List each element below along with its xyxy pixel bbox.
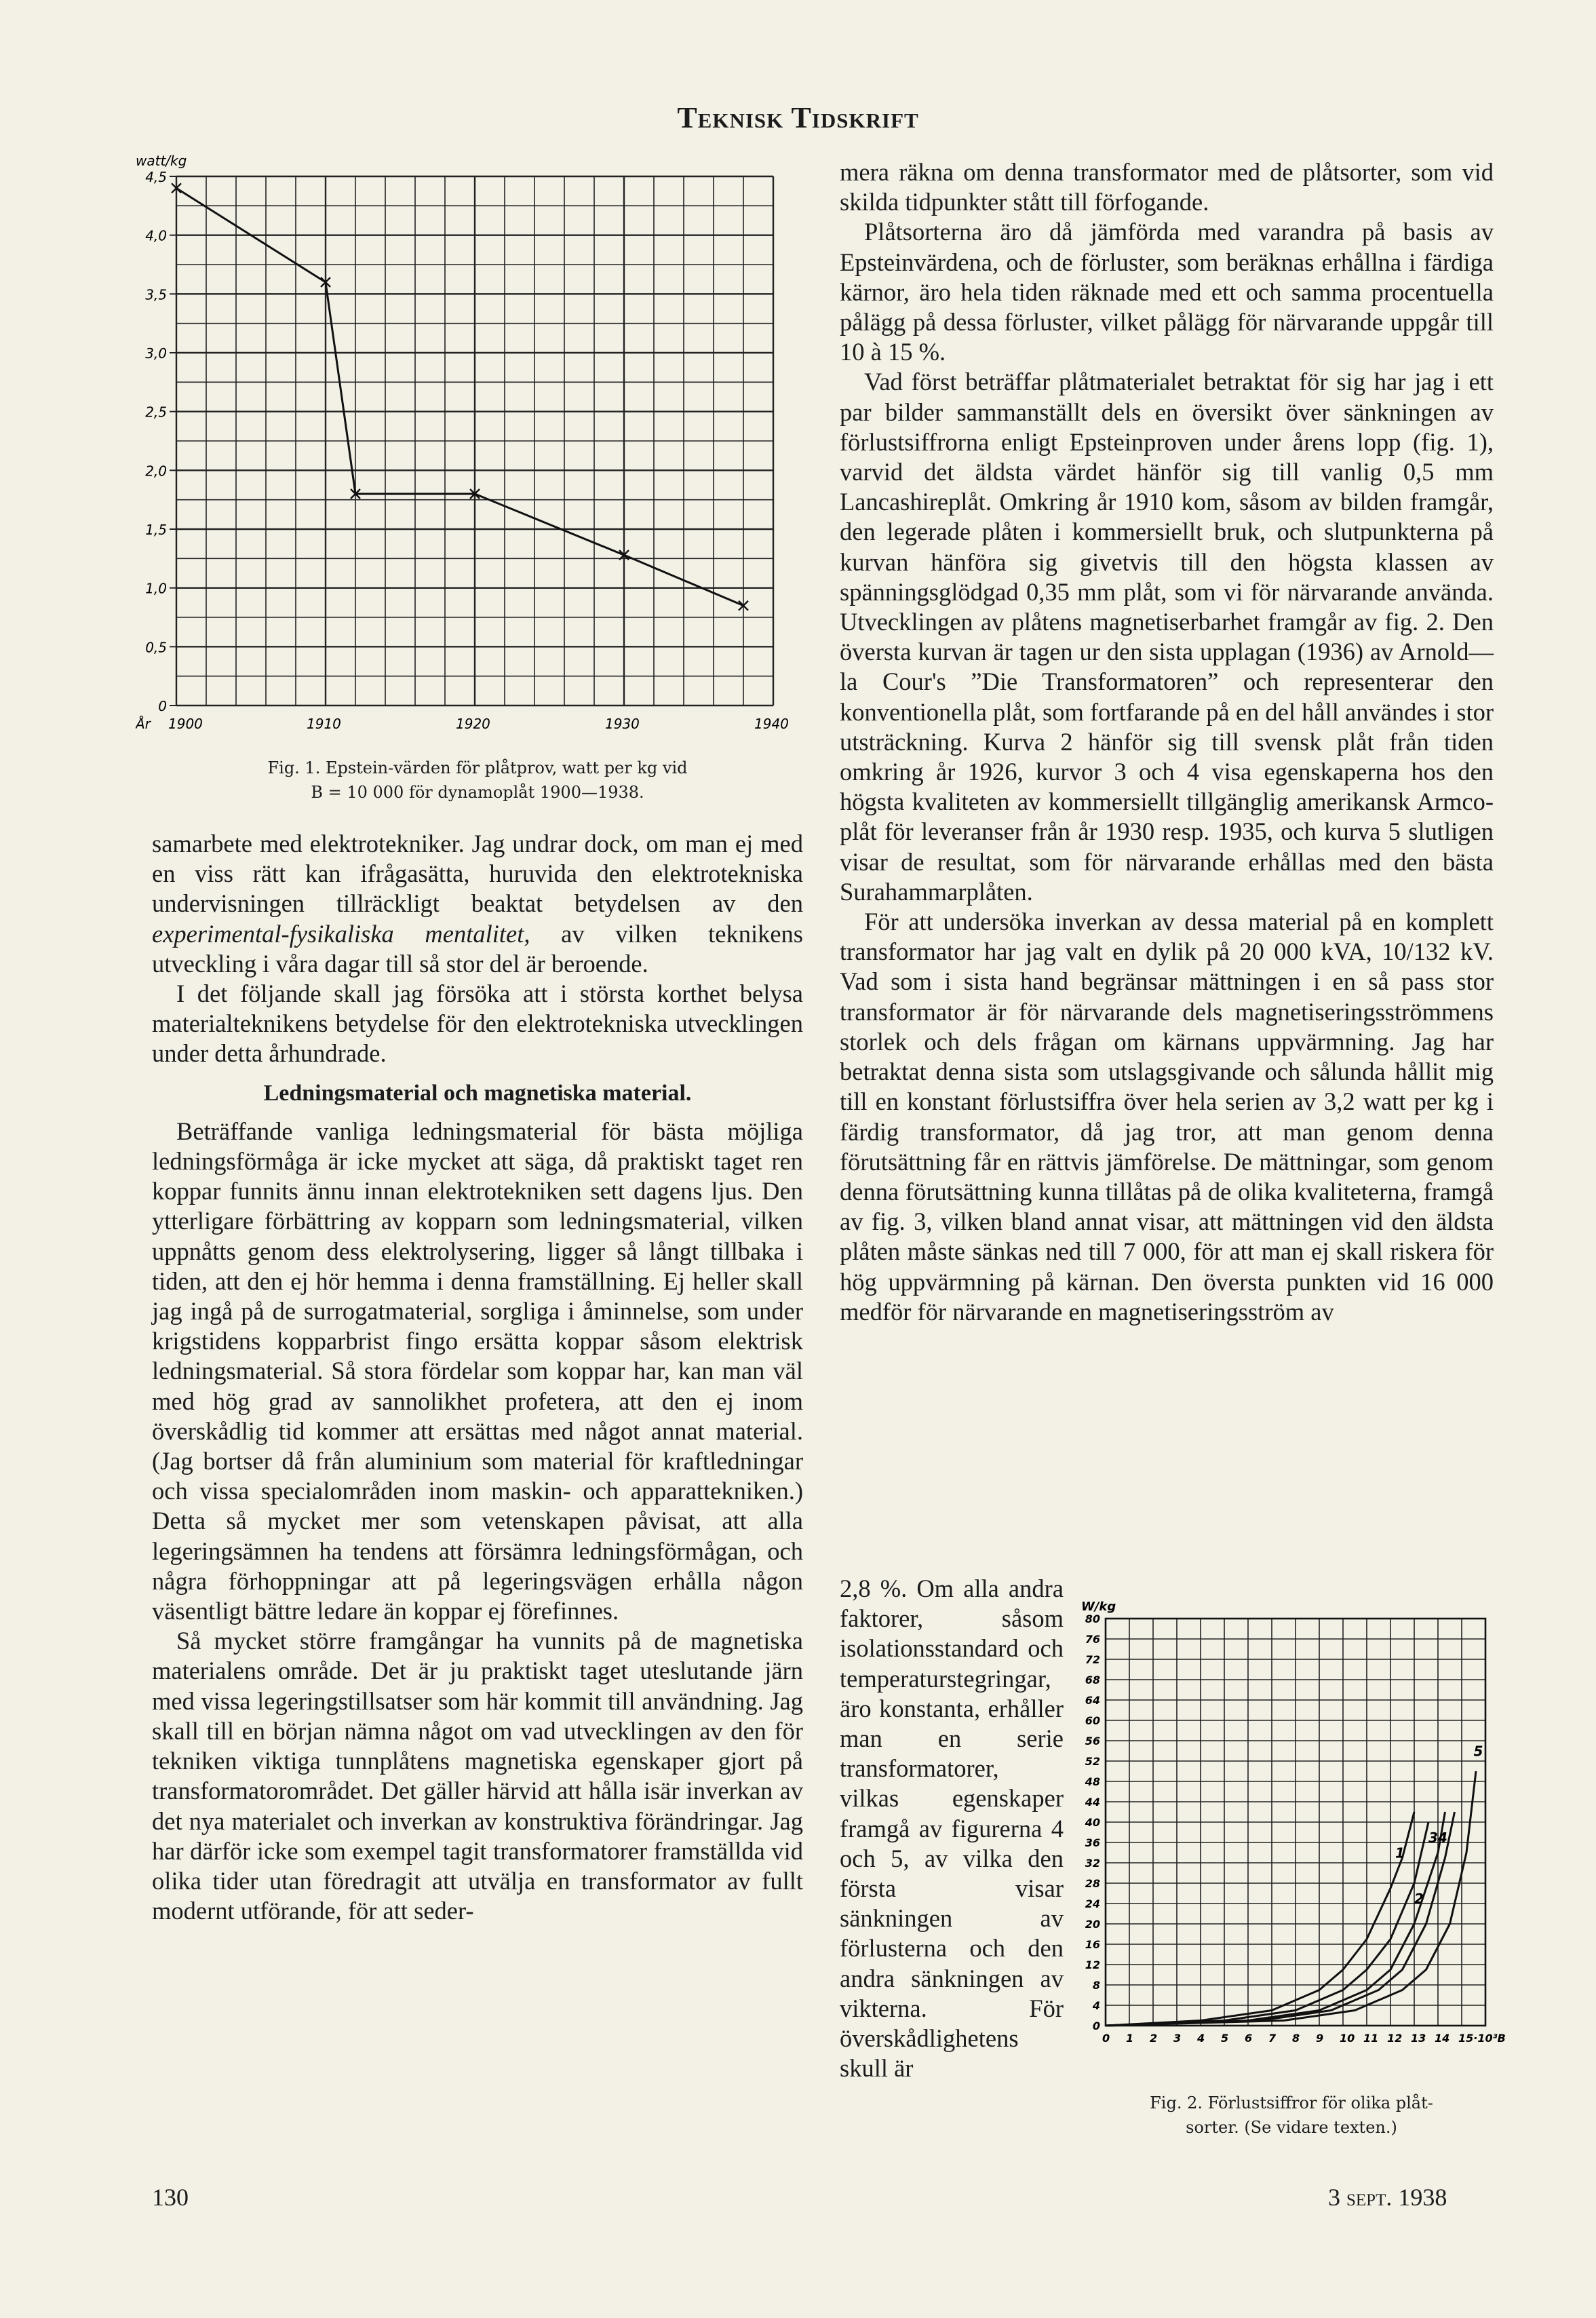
y-tick-label: 0 [158,698,167,714]
y-tick-label: 48 [1085,1775,1100,1788]
y-tick-label: 40 [1085,1816,1100,1829]
paragraph: För att undersöka inverkan av dessa material på en komplett transformator har jag valt en dylik på 20 000 kVA, 10/132 kV. Vad som i sista hand begränsar mättningen i en så pass stor transformator är för närvarande dels magnetiseringsströmmens storlek och dels frågan om kärnans uppvärmning. Jag har betraktat denna sista som utslagsgivande och sålunda hållit mig till en konstant förlustsiffra över hela serien av 3,2 watt per kg i färdig transformator, då jag tror, att man genom denna förutsättning får en rättvis jämförelse. De mättningar, som genom denna förutsättning kunna tillåtas på de olika kvaliteterna, framgå av fig. 3, vilken bland annat visar, att mättningen vid den äldsta plåten måste sänkas ned till 7 000, för att man ej skall riskera för hög uppvärmning på kärnan. Den översta punkten vid 16 000 medför för närvarande en magnetiseringsström av [840,908,1494,1326]
y-tick-label: 2,0 [145,463,167,480]
x-tick-label: 1940 [754,716,789,732]
y-tick-label: 4,5 [145,169,167,185]
y-tick-label: 0 [1092,2020,1100,2032]
x-tick-label: 15·10³B [1458,2032,1506,2045]
y-tick-label: 1,5 [145,522,167,538]
y-tick-label: 3,5 [145,286,167,303]
figure-1-chart [136,149,814,746]
series-curve-4 [1106,1812,1455,2026]
y-tick-label: 20 [1085,1918,1100,1931]
figure-2-caption-line-2: sorter. (Se vidare texten.) [1186,2118,1397,2137]
y-tick-label: 24 [1085,1897,1100,1910]
y-tick-label: 12 [1085,1958,1100,1971]
right-column [840,157,1494,1327]
x-tick-label: 6 [1245,2032,1253,2045]
y-tick-label: 60 [1085,1714,1100,1727]
y-tick-label: 3,0 [145,345,167,362]
y-tick-label: 4 [1092,1999,1100,2012]
x-tick-label: 1930 [605,716,640,732]
y-tick-label: 1,0 [145,580,167,597]
x-tick-label: 12 [1387,2032,1403,2045]
figure-2-caption-line-1: Fig. 2. Förlustsiffror för olika plåt- [1150,2093,1433,2112]
right-column-narrow [840,1574,1064,2083]
paragraph: Så mycket större framgångar ha vunnits på de magnetiska materialens område. Det är ju praktiskt taget uteslutande järn med vissa legeringstillsatser som här kommit till användning. Jag skall till en början nämna något om vad utvecklingen av den för tekniken viktiga tunnplåtens magnetiska egenskaper gjort på transformatorområdet. Det gäller härvid att hålla isär inverkan av det nya materialet och inverkan av konstruktiva förändringar. Jag har därför icke som exempel tagit transformatorer framställda vid olika tider utan föredragit att utvälja en transformator av fullt modernt utförande, för att seder- [152,1627,803,1925]
y-tick-label: 80 [1085,1612,1100,1625]
figure-1-caption [152,756,803,805]
paragraph: 2,8 %. Om alla andra faktorer, såsom isolationsstandard och temperaturstegringar, äro konstanta, erhåller man en serie transformatorer, vilkas egenskaper framgå av figurerna 4 och 5, av vilka den första visar sänkningen av förlusterna och den andra sänkningen av vikterna. För överskådlighetens skull är [840,1575,1064,2083]
series-label-1: 1 [1395,1844,1405,1861]
y-axis-label: watt/kg [136,153,187,169]
paragraph: mera räkna om denna transformator med de plåtsorter, som vid skilda tidpunkter stått till förfogande. [840,158,1494,216]
x-tick-label: 1 [1126,2032,1134,2045]
x-tick-label: 10 [1340,2032,1355,2045]
issue-date: 3 sept. 1938 [1328,2184,1447,2211]
paragraph [152,829,803,979]
series-line [176,188,743,605]
journal-header: Teknisk Tidskrift [677,101,919,134]
y-tick-label: 64 [1085,1694,1100,1707]
x-tick-label: 4 [1197,2032,1205,2045]
x-tick-label: 3 [1173,2032,1182,2045]
series-label-4: 4 [1438,1830,1447,1846]
x-tick-label: 1920 [456,716,490,732]
figure-2-caption [1083,2091,1500,2140]
series-label-3: 3 [1428,1830,1438,1846]
figure-2-chart [1078,1594,1513,2083]
x-tick-label: 14 [1435,2032,1450,2045]
x-tick-label: 11 [1363,2032,1379,2045]
y-tick-label: 36 [1085,1836,1100,1849]
figure-1-caption-line-1: Fig. 1. Epstein-värden för plåtprov, watt per kg vid [267,758,688,777]
y-tick-label: 72 [1085,1653,1100,1666]
y-axis-label: W/kg [1081,1600,1116,1614]
emphasis-text: experimental-fysikaliska mentalitet, [152,919,530,948]
x-tick-label: 1910 [307,716,341,732]
x-tick-label: 9 [1316,2032,1324,2045]
left-column [152,829,803,1926]
paragraph: Beträffande vanliga ledningsmaterial för bästa möjliga ledningsförmåga är icke mycket att säga, då praktiskt taget ren koppar funnits ännu innan elektrotekniken sett dagens ljus. Den ytterligare förbättring av kopparn som ledningsmaterial, vilken uppnåtts genom dess elektrolysering, ligger så långt tillbaka i tiden, att den ej hör hemma i denna framställning. Ej heller skall jag ingå på de surrogatmaterial, sorgliga i åminnelse, som under krigstidens kopparbrist fingo ersätta koppar såsom elektrisk ledningsmaterial. Så stora fördelar som koppar har, kan man väl med hög grad av sannolikhet profetera, att den ej inom överskådlig tid kommer att ersättas med något annat material. (Jag bortser då från aluminium som material för kraftledningar och vissa specialområden inom maskin- och apparattekniken.) Detta så mycket mer som vetenskapen påvisat, att alla legeringsämnen ha tendens att försämra ledningsförmågan, och några förhoppningar att på legeringsvägen erhålla någon väsentligt bättre ledare än koppar ej förefinnes. [152,1117,803,1625]
y-tick-label: 4,0 [145,227,167,244]
paragraph: Vad först beträffar plåtmaterialet betraktat för sig har jag i ett par bilder sammanställt dels en översikt över sänkningen av förlustsiffrorna enligt Epsteinproven under årens lopp (fig. 1), varvid det äldsta värdet hänför sig till vanlig 0,5 mm Lancashireplåt. Omkring år 1910 kom, såsom av bilden framgår, den legerade plåten i kommersiellt bruk, och slutpunkterna på kurvan hänföra sig givetvis till den högsta klassen av spänningsglödgad 0,35 mm plåt, som vi för närvarande använda. Utvecklingen av plåtens magnetiserbarhet framgår av fig. 2. Den översta kurvan är tagen ur den sista upplagan (1936) av Arnold—la Cour's ”Die Transformatoren” och representerar den konventionella plåt, som fortfarande på en del håll användes i stor utsträckning. Kurva 2 hänför sig till svensk plåt från tiden omkring år 1926, kurvor 3 och 4 visa egenskaperna hos den högsta kvaliteten av kommersiellt tillgänglig amerikansk Armco-plåt för leveranser från år 1930 resp. 1935, och kurva 5 slutligen visar de resultat, som för närvarande erhållas med den bästa Surahammarplåten. [840,368,1494,906]
y-tick-label: 2,5 [145,404,167,421]
y-tick-label: 8 [1092,1979,1100,1992]
x-tick-label: 1900 [168,716,203,732]
section-heading: Ledningsmaterial och magnetiska material. [263,1080,692,1106]
y-tick-label: 44 [1085,1796,1100,1809]
figure-1-caption-line-2: B = 10 000 för dynamoplåt 1900—1938. [311,783,644,802]
paragraph-text: samarbete med elektrotekniker. Jag undrar dock, om man ej med en viss rätt kan ifrågasätta, huruvida den elektrotekniska undervisningen tillräckligt beaktat betydelsen av den [152,830,803,918]
x-tick-label: 0 [1102,2032,1110,2045]
y-tick-label: 16 [1085,1938,1100,1951]
series-label-5: 5 [1473,1743,1483,1760]
paragraph: I det följande skall jag försöka att i största korthet belysa materialteknikens betydelse för den elektrotekniska utvecklingen under detta århundrade. [152,980,803,1068]
y-tick-label: 0,5 [145,639,167,656]
x-tick-label: 7 [1268,2032,1277,2045]
x-tick-label: 8 [1292,2032,1300,2045]
y-tick-label: 32 [1085,1857,1100,1870]
y-tick-label: 76 [1085,1633,1100,1646]
paragraph-text: av vilken teknikens utveckling i våra dagar till så stor del är beroende. [152,919,803,978]
y-tick-label: 52 [1085,1755,1100,1768]
x-tick-label: 13 [1411,2032,1426,2045]
y-tick-label: 68 [1085,1674,1100,1686]
x-axis-label: År [136,716,151,732]
paragraph: Plåtsorterna äro då jämförda med varandra på basis av Epsteinvärdena, och de förluster, som beräknas erhållna i färdiga kärnor, äro hela tiden räknade med ett och samma procentuella pålägg på dessa förluster, vilket pålägg för närvarande uppgår till 10 à 15 %. [840,218,1494,366]
y-tick-label: 56 [1085,1735,1100,1747]
x-tick-label: 2 [1150,2032,1158,2045]
series-label-2: 2 [1414,1891,1424,1907]
y-tick-label: 28 [1085,1877,1100,1890]
page-number: 130 [152,2184,189,2211]
x-tick-label: 5 [1221,2032,1229,2045]
